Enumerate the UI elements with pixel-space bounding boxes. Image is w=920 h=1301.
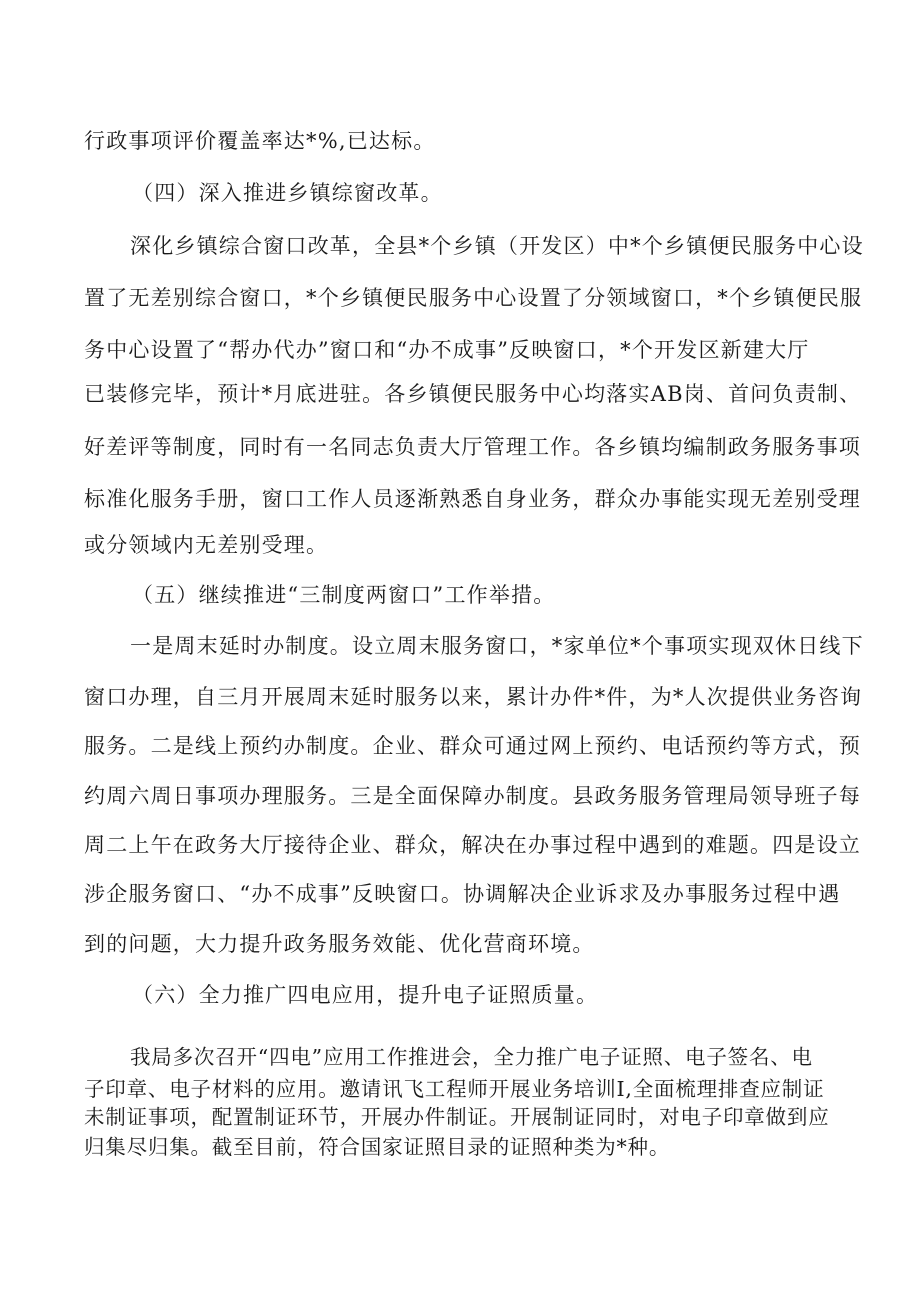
paragraph-line: 已装修完毕，预计*月底进驻。各乡镇便民服务中心均落实AB岗、首问负责制、 (84, 382, 862, 406)
section-heading-4: （四）深入推进乡镇综窗改革。 (132, 181, 443, 205)
paragraph-line: 置了无差别综合窗口，*个乡镇便民服务中心设置了分领域窗口，*个乡镇便民服 (84, 286, 863, 310)
paragraph-line: 到的问题，大力提升政务服务效能、优化营商环境。 (84, 932, 595, 956)
paragraph-line: 未制证事项，配置制证环节，开展办件制证。开展制证同时，对电子印章做到应 (84, 1105, 830, 1129)
paragraph-line: 务中心设置了“帮办代办”窗口和“办不成事”反映窗口，*个开发区新建大厅 (84, 338, 810, 362)
section-heading-6: （六）全力推广四电应用，提升电子证照质量。 (132, 983, 599, 1007)
paragraph-line: 周二上午在政务大厅接待企业、群众，解决在办事过程中遇到的难题。四是设立 (84, 833, 861, 857)
paragraph-line: 标准化服务手册，窗口工作人员逐渐熟悉自身业务，群众办事能实现无差别受理 (84, 487, 861, 511)
paragraph-line: 归集尽归集。截至目前，符合国家证照目录的证照种类为*种。 (84, 1135, 671, 1159)
paragraph-line: 窗口办理，自三月开展周末延时服务以来，累计办件*件，为*人次提供业务咨询 (84, 685, 863, 709)
paragraph-line: 涉企服务窗口、“办不成事”反映窗口。协调解决企业诉求及办事服务过程中遇 (84, 882, 841, 906)
paragraph-line: 一是周末延时办制度。设立周末服务窗口，*家单位*个事项实现双休日线下 (130, 634, 864, 658)
paragraph-line: 或分领域内无差别受理。 (84, 533, 329, 557)
paragraph-line: 服务。二是线上预约办制度。企业、群众可通过网上预约、电话预约等方式，预 (84, 734, 861, 758)
section-heading-5: （五）继续推进“三制度两窗口”工作举措。 (132, 583, 556, 607)
paragraph-line: 好差评等制度，同时有一名同志负责大厅管理工作。各乡镇均编制政务服务事项 (84, 435, 861, 459)
paragraph-line: 行政事项评价覆盖率达*%,已达标。 (84, 129, 436, 153)
paragraph-line: 子印章、电子材料的应用。邀请讯飞工程师开展业务培训I,全面梳理排查应制证 (84, 1077, 825, 1101)
paragraph-line: 深化乡镇综合窗口改革，全县*个乡镇（开发区）中*个乡镇便民服务中心设 (130, 234, 864, 258)
paragraph-line: 约周六周日事项办理服务。三是全面保障办制度。县政务服务管理局领导班子每 (84, 784, 861, 808)
paragraph-line: 我局多次召开“四电”应用工作推进会，全力推广电子证照、电子签名、电 (130, 1045, 813, 1069)
